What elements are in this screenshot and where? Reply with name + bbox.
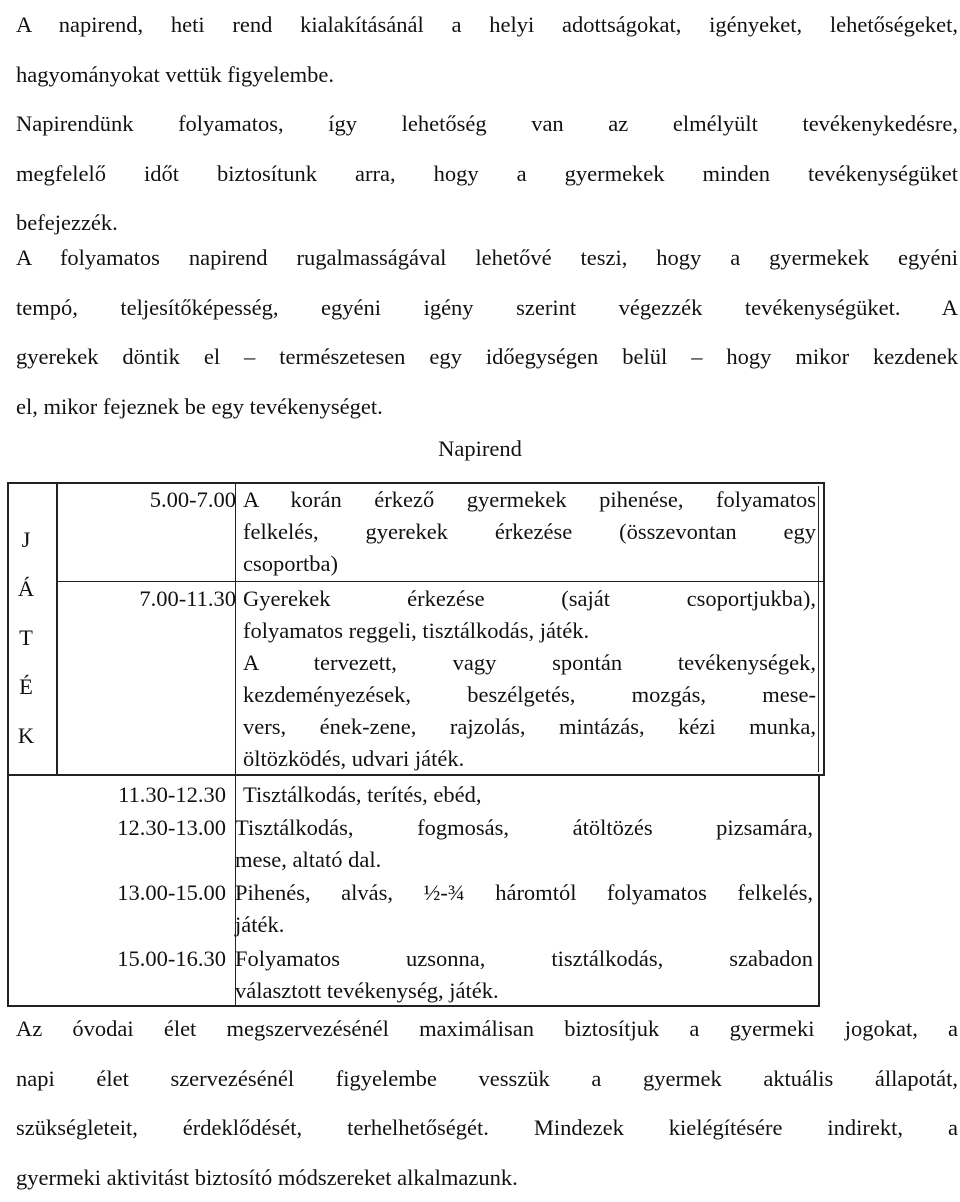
activity-line: A tervezett, vagy spontán tevékenységek,	[243, 647, 816, 679]
intro-line: befejezzék.	[16, 198, 958, 248]
closing-line: napi élet szervezésénél figyelembe vesszük a gyermek aktuális állapotát,	[16, 1054, 958, 1104]
activity-line: Folyamatos uzsonna, tisztálkodás, szabadon	[235, 943, 813, 975]
jatek-vertical-label	[14, 515, 38, 760]
second-line: gyerekek döntik el – természetesen egy időegységen belül – hogy mikor kezdenek	[16, 332, 958, 382]
intro-line: hagyományokat vettük figyelembe.	[16, 50, 958, 100]
closing-line: gyermeki aktivitást biztosító módszereket alkalmazunk.	[16, 1153, 958, 1202]
activity-line: folyamatos reggeli, tisztálkodás, játék.	[243, 615, 816, 647]
closing-paragraph	[16, 1004, 958, 1202]
schedule-time: 15.00-16.30	[60, 943, 226, 975]
table-border	[56, 581, 824, 582]
schedule-heading: Napirend	[0, 432, 960, 466]
jatek-letter: Á	[14, 564, 38, 613]
schedule-activity	[243, 583, 816, 775]
jatek-letter: K	[14, 711, 38, 760]
table-border	[818, 774, 820, 1006]
activity-line: A korán érkező gyermekek pihenése, folyamatos	[243, 484, 816, 516]
schedule-time: 13.00-15.00	[60, 877, 226, 909]
activity-line: Gyerekek érkezése (saját csoportjukba),	[243, 583, 816, 615]
table-border	[823, 482, 825, 776]
intro-line: Napirendünk folyamatos, így lehetőség van az elmélyült tevékenykedésre,	[16, 99, 958, 149]
activity-line: Tisztálkodás, terítés, ebéd,	[243, 779, 813, 811]
jatek-letter: J	[14, 515, 38, 564]
closing-line: szükségleteit, érdeklődését, terhelhetőségét. Mindezek kielégítésére indirekt, a	[16, 1103, 958, 1153]
schedule-time: 7.00-11.30	[60, 583, 236, 615]
schedule-activity	[235, 877, 813, 941]
second-line: el, mikor fejeznek be egy tevékenységet.	[16, 382, 958, 432]
table-border	[7, 774, 9, 1006]
schedule-activity	[243, 779, 813, 811]
schedule-time: 12.30-13.00	[60, 812, 226, 844]
activity-line: felkelés, gyerekek érkezése (összevontan egy	[243, 516, 816, 548]
schedule-activity	[235, 812, 813, 876]
schedule-time: 5.00-7.00	[60, 484, 236, 516]
table-border	[56, 482, 58, 776]
table-border	[818, 486, 819, 772]
intro-line: A napirend, heti rend kialakításánál a helyi adottságokat, igényeket, lehetőségeket,	[16, 0, 958, 50]
activity-line: Tisztálkodás, fogmosás, átöltözés pizsamára,	[235, 812, 813, 844]
second-line: A folyamatos napirend rugalmasságával lehetővé teszi, hogy a gyermekek egyéni	[16, 233, 958, 283]
activity-line: Pihenés, alvás, ½-¾ háromtól folyamatos felkelés,	[235, 877, 813, 909]
schedule-activity	[243, 484, 816, 580]
activity-line: választott tevékenység, játék.	[235, 975, 813, 1007]
activity-line: mese, altató dal.	[235, 844, 813, 876]
jatek-letter: É	[14, 662, 38, 711]
schedule-time: 11.30-12.30	[60, 779, 226, 811]
schedule-activity	[235, 943, 813, 1007]
intro-line: megfelelő időt biztosítunk arra, hogy a gyermekek minden tevékenységüket	[16, 149, 958, 199]
jatek-letter: T	[14, 613, 38, 662]
activity-line: vers, ének-zene, rajzolás, mintázás, kézi munka,	[243, 711, 816, 743]
activity-line: csoportba)	[243, 548, 816, 580]
table-border	[7, 482, 9, 776]
activity-line: kezdeményezések, beszélgetés, mozgás, mese-	[243, 679, 816, 711]
activity-line: öltözködés, udvari játék.	[243, 743, 816, 775]
closing-line: Az óvodai élet megszervezésénél maximálisan biztosítjuk a gyermeki jogokat, a	[16, 1004, 958, 1054]
activity-line: játék.	[235, 909, 813, 941]
second-line: tempó, teljesítőképesség, egyéni igény szerint végezzék tevékenységüket. A	[16, 283, 958, 333]
